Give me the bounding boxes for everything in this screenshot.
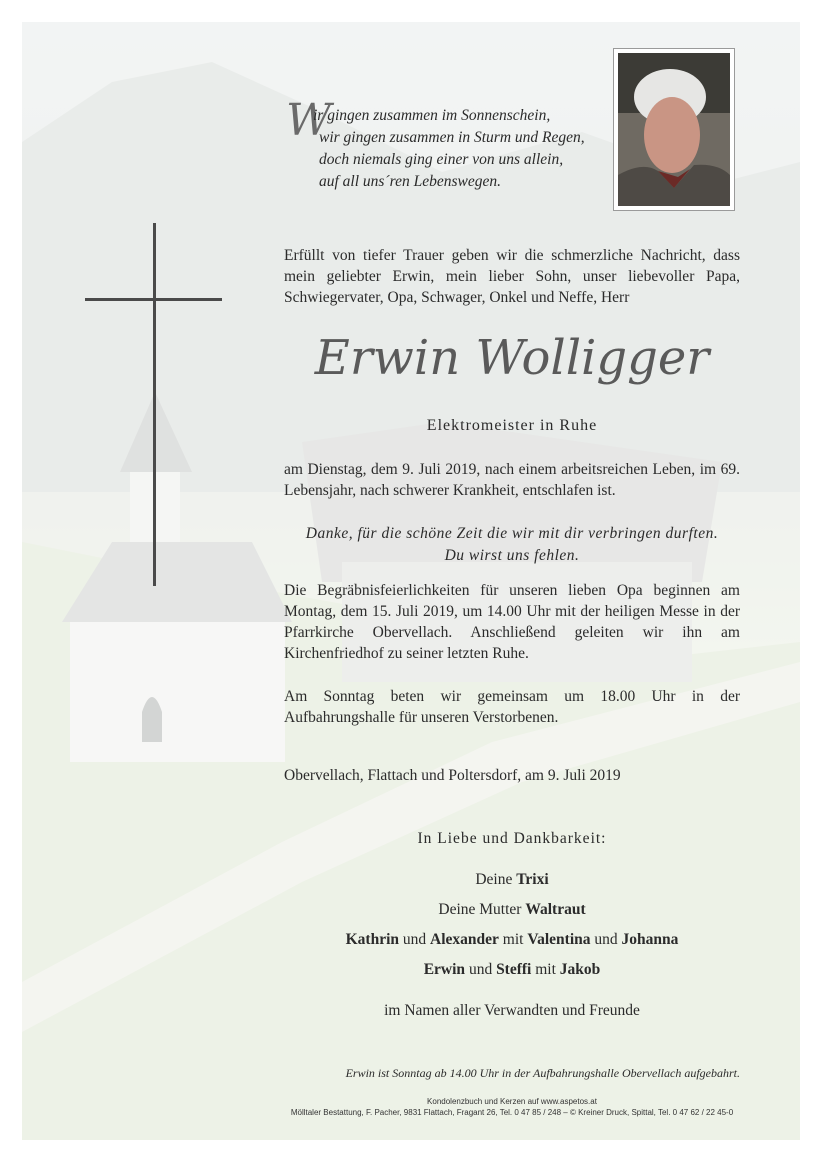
family-line: Kathrin und Alexander mit Valentina und Johanna [345, 931, 679, 948]
footer-condolence: Kondolenzbuch und Kerzen auf www.aspetos.at [427, 1097, 597, 1106]
family-member: Steffi [496, 961, 532, 978]
family-member: Johanna [621, 931, 679, 948]
quote-line: Du wirst uns fehlen. [444, 547, 580, 564]
poem-dropcap: W [286, 95, 332, 146]
family-member: Alexander [430, 931, 499, 948]
poem-line: auf all uns´ren Lebenswegen. [319, 173, 501, 190]
family-line: Deine Mutter Waltraut [438, 901, 586, 918]
family-line: Erwin und Steffi mit Jakob [423, 961, 601, 978]
deceased-name: Erwin Wolligger [314, 330, 710, 386]
family-member: Valentina [527, 931, 591, 948]
poem-line: wir gingen zusammen in Sturm und Regen, [319, 129, 585, 146]
death-notice: am Dienstag, dem 9. Juli 2019, nach einem arbeitsreichen Leben, im 69. Lebensjahr, nach schwerer Krankheit, entschlafen ist. [284, 461, 740, 499]
relatives-note: im Namen aller Verwandten und Freunde [384, 1002, 640, 1019]
deceased-title: Elektromeister in Ruhe [426, 417, 598, 434]
prayer-details: Am Sonntag beten wir gemeinsam um 18.00 Uhr in der Aufbahrungshalle für unseren Verstorbenen. [284, 688, 740, 726]
funeral-details: Die Begräbnisfeierlichkeiten für unseren lieben Opa beginnen am Montag, dem 15. Juli 2019, um 14.00 Uhr mit der heiligen Messe in der Pfarrkirche Obervellach. Anschließend geleiten wir ihn am Kirchenfriedhof zu seiner letzten Ruhe. [284, 582, 740, 662]
family-member: Kathrin [345, 931, 400, 948]
viewing-note: Erwin ist Sonntag ab 14.00 Uhr in der Aufbahrungshalle Obervellach aufgebahrt. [345, 1066, 740, 1080]
family-member: Trixi [516, 871, 549, 888]
cross-symbol-bar [85, 298, 222, 301]
footer-credits: Mölltaler Bestattung, F. Pacher, 9831 Flattach, Fragant 26, Tel. 0 47 85 / 248 – © Kreiner Druck, Spittal, Tel. 0 47 62 / 22 45-0 [290, 1108, 734, 1117]
place-date: Obervellach, Flattach und Poltersdorf, am 9. Juli 2019 [284, 767, 621, 784]
family-member: Jakob [559, 961, 601, 978]
family-member: Erwin [423, 961, 466, 978]
poem-line: doch niemals ging einer von uns allein, [319, 151, 564, 168]
poem-line: ir gingen zusammen im Sonnenschein, [313, 107, 551, 124]
signoff: In Liebe und Dankbarkeit: [417, 830, 607, 847]
memorial-quote [284, 523, 740, 567]
family-member: Waltraut [525, 901, 586, 918]
quote-line: Danke, für die schöne Zeit die wir mit dir verbringen durften. [305, 525, 719, 542]
family-line: Deine Trixi [475, 871, 549, 888]
intro-text: Erfüllt von tiefer Trauer geben wir die schmerzliche Nachricht, dass mein geliebter Erwin, mein lieber Sohn, unser liebevoller Papa, Schwiegervater, Opa, Schwager, Onkel und Neffe, Herr [284, 247, 740, 306]
portrait-photo [613, 48, 735, 211]
cross-symbol [153, 223, 156, 586]
